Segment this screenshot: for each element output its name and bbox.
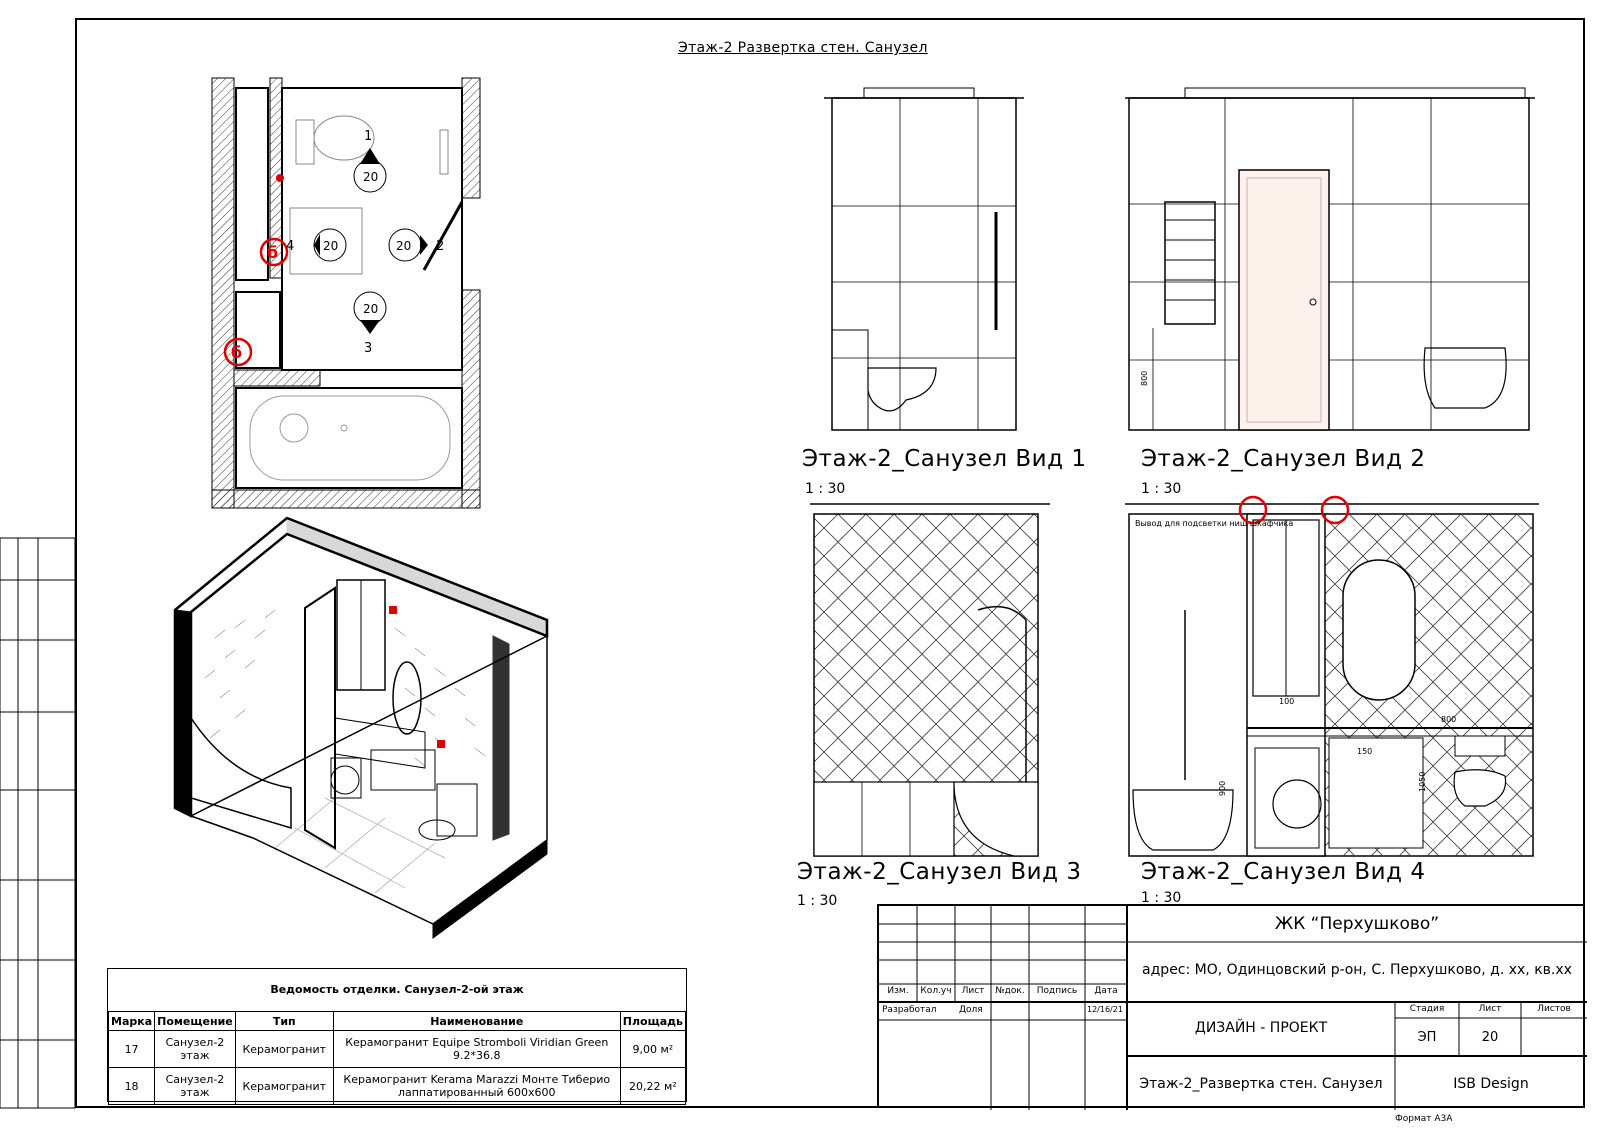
isometric-view — [175, 518, 575, 958]
view-4-dim-1050: 1050 — [1418, 771, 1427, 792]
design-project-label: ДИЗАЙН - ПРОЕКТ — [1194, 1020, 1328, 1036]
plan-marker-sheet-1: 20 — [363, 170, 379, 184]
plan-marker-sheet-2: 20 — [396, 239, 412, 253]
table-row — [109, 1031, 686, 1068]
project-address: адрес: МО, Одинцовский р-он, С. Перхушково, д. хх, кв.хх — [1142, 962, 1572, 978]
row-area: 20,22 м² — [620, 1068, 685, 1105]
developer-name: Доля — [959, 1005, 983, 1015]
plan-marker-num-4: 4 — [286, 239, 295, 254]
view-1-scale: 1 : 30 — [805, 481, 846, 497]
view-2-scale: 1 : 30 — [1141, 481, 1182, 497]
row-mark: 18 — [109, 1068, 155, 1105]
row-name: Керамогранит Equipe Stromboli Viridian Green 9.2*36.8 — [333, 1031, 620, 1068]
plan-marker-num-1: 1 — [364, 129, 373, 144]
row-room: Санузел-2 этаж — [155, 1068, 236, 1105]
view-4-title: Этаж-2_Санузел Вид 4 — [1141, 859, 1426, 885]
view-3-scale: 1 : 30 — [797, 893, 838, 909]
view-4-dim-900: 900 — [1218, 780, 1227, 796]
row-mark: 17 — [109, 1031, 155, 1068]
stage-value: ЭП — [1417, 1030, 1437, 1045]
title-block — [877, 904, 1585, 1108]
header-type: Тип — [235, 1012, 333, 1031]
stage-label: Стадия — [1409, 1004, 1445, 1014]
row-name: Керамогранит Kerama Marazzi Монте Тиберио лаппатированный 600х600 — [333, 1068, 620, 1105]
finish-schedule-title: Ведомость отделки. Санузел-2-ой этаж — [108, 969, 686, 1012]
sheet-value: 20 — [1481, 1030, 1499, 1045]
header-name: Наименование — [333, 1012, 620, 1031]
elevation-view-2 — [1125, 86, 1545, 436]
col-change: Изм. — [887, 986, 909, 996]
header-room: Помещение — [155, 1012, 236, 1031]
binding-strip — [0, 0, 75, 1132]
plan-marker-sheet-4: 20 — [323, 239, 339, 253]
view-1-title: Этаж-2_Санузел Вид 1 — [802, 446, 1087, 472]
format-label: Формат А3А — [1395, 1114, 1453, 1124]
view-3-title: Этаж-2_Санузел Вид 3 — [797, 859, 1082, 885]
finish-schedule — [107, 968, 687, 1102]
col-count: Кол.уч — [920, 986, 952, 996]
row-type: Керамогранит — [235, 1031, 333, 1068]
col-signature: Подпись — [1036, 986, 1078, 996]
header-area: Площадь — [620, 1012, 685, 1031]
project-name: ЖК “Перхушково” — [1274, 914, 1440, 934]
row-area: 9,00 м² — [620, 1031, 685, 1068]
elevation-view-4 — [1125, 500, 1545, 860]
col-date: Дата — [1094, 986, 1118, 996]
view-4-scale: 1 : 30 — [1141, 890, 1182, 906]
company-name: ISB Design — [1453, 1076, 1529, 1092]
plan-marker-sheet-3: 20 — [363, 302, 379, 316]
plan-socket-mark-2: б — [231, 343, 243, 362]
view-4-lighting-note: Вывод для подсветки ниш шкафчика — [1135, 519, 1294, 528]
col-doc: №док. — [995, 986, 1025, 996]
plan-socket-mark-1: б — [267, 243, 279, 262]
table-row — [109, 1068, 686, 1105]
header-mark: Марка — [109, 1012, 155, 1031]
view-2-dim: 800 — [1140, 370, 1149, 386]
view-2-title: Этаж-2_Санузел Вид 2 — [1141, 446, 1426, 472]
sheet-label: Лист — [1478, 1004, 1502, 1014]
elevation-view-1 — [824, 86, 1044, 436]
view-4-dim-800: 800 — [1441, 715, 1457, 724]
col-sheet: Лист — [961, 986, 985, 996]
view-4-dim-100: 100 — [1279, 697, 1295, 706]
drawing-name: Этаж-2_Развертка стен. Санузел — [1139, 1076, 1383, 1092]
row-type: Керамогранит — [235, 1068, 333, 1105]
elevation-view-3 — [810, 500, 1050, 850]
row-room: Санузел-2 этаж — [155, 1031, 236, 1068]
sheets-label: Листов — [1537, 1004, 1571, 1014]
developer-label: Разработал — [882, 1005, 937, 1015]
plan-marker-num-3: 3 — [364, 341, 373, 356]
sheet-title: Этаж-2 Развертка стен. Санузел — [678, 40, 928, 56]
view-4-dim-150: 150 — [1357, 747, 1373, 756]
developer-date: 12/16/21 — [1087, 1005, 1123, 1014]
plan-marker-num-2: 2 — [436, 239, 445, 254]
floor-plan — [200, 70, 680, 510]
